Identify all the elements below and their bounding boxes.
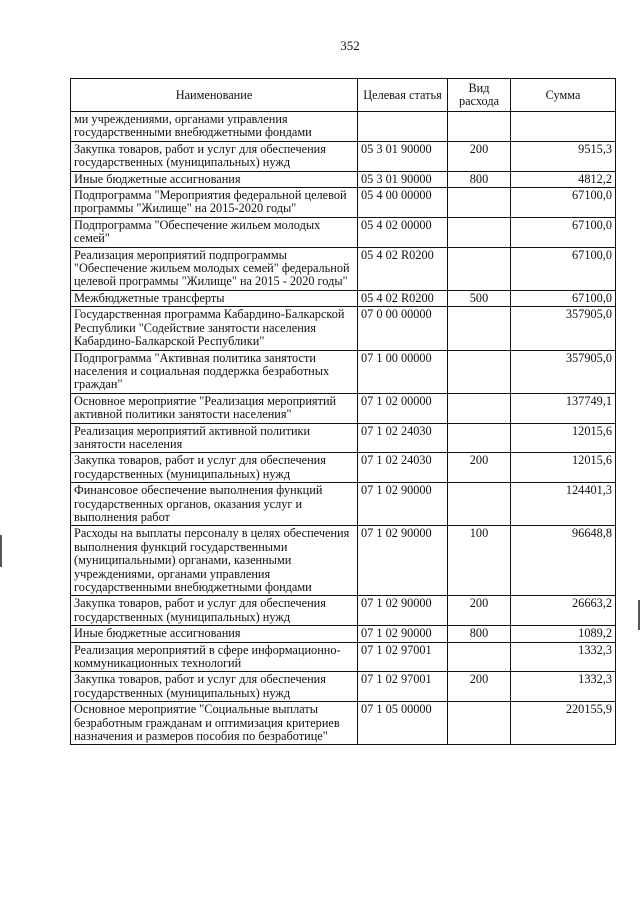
row-name: Подпрограмма "Активная политика занятости населения и социальная поддержка безработных граждан" bbox=[71, 350, 358, 393]
table-row bbox=[71, 350, 616, 393]
row-sum: 9515,3 bbox=[511, 141, 616, 171]
table-row bbox=[71, 188, 616, 218]
table-row bbox=[71, 217, 616, 247]
row-sum: 67100,0 bbox=[511, 188, 616, 218]
header-type: Вид расхода bbox=[448, 79, 511, 112]
row-name: Подпрограмма "Обеспечение жильем молодых семей" bbox=[71, 217, 358, 247]
row-type bbox=[448, 247, 511, 290]
row-sum: 12015,6 bbox=[511, 423, 616, 453]
row-type bbox=[448, 188, 511, 218]
row-code bbox=[358, 112, 448, 142]
row-sum: 1332,3 bbox=[511, 642, 616, 672]
row-name: Закупка товаров, работ и услуг для обеспечения государственных (муниципальных) нужд bbox=[71, 141, 358, 171]
header-name: Наименование bbox=[71, 79, 358, 112]
table-row bbox=[71, 393, 616, 423]
row-sum: 67100,0 bbox=[511, 247, 616, 290]
row-type bbox=[448, 350, 511, 393]
row-name: Закупка товаров, работ и услуг для обеспечения государственных (муниципальных) нужд bbox=[71, 453, 358, 483]
table-row bbox=[71, 423, 616, 453]
table-row bbox=[71, 526, 616, 596]
row-type bbox=[448, 702, 511, 745]
row-code: 07 1 02 90000 bbox=[358, 596, 448, 626]
row-type: 800 bbox=[448, 171, 511, 187]
row-sum: 137749,1 bbox=[511, 393, 616, 423]
row-type bbox=[448, 307, 511, 350]
row-code: 05 4 02 R0200 bbox=[358, 290, 448, 306]
row-sum: 67100,0 bbox=[511, 290, 616, 306]
table-row bbox=[71, 626, 616, 642]
table-row bbox=[71, 483, 616, 526]
row-name: Межбюджетные трансферты bbox=[71, 290, 358, 306]
row-code: 07 1 05 00000 bbox=[358, 702, 448, 745]
row-code: 07 1 02 00000 bbox=[358, 393, 448, 423]
table-row bbox=[71, 453, 616, 483]
table-body bbox=[71, 112, 616, 745]
row-type bbox=[448, 217, 511, 247]
row-sum: 4812,2 bbox=[511, 171, 616, 187]
row-code: 07 1 02 24030 bbox=[358, 423, 448, 453]
row-code: 07 1 02 97001 bbox=[358, 642, 448, 672]
row-name: Закупка товаров, работ и услуг для обеспечения государственных (муниципальных) нужд bbox=[71, 672, 358, 702]
budget-table bbox=[70, 78, 616, 745]
row-name: Реализация мероприятий активной политики занятости населения bbox=[71, 423, 358, 453]
row-name: Расходы на выплаты персоналу в целях обеспечения выполнения функций государственными (муниципальными) органами, казенными учреждениями, органами управления государственными внебюджетными фондами bbox=[71, 526, 358, 596]
row-code: 07 1 02 97001 bbox=[358, 672, 448, 702]
row-type bbox=[448, 483, 511, 526]
row-type bbox=[448, 642, 511, 672]
row-code: 05 4 02 R0200 bbox=[358, 247, 448, 290]
table-row bbox=[71, 672, 616, 702]
page-number: 352 bbox=[340, 38, 360, 53]
row-name: Основное мероприятие "Реализация мероприятий активной политики занятости населения" bbox=[71, 393, 358, 423]
row-name: Государственная программа Кабардино-Балкарской Республики "Содействие занятости населения Кабардино-Балкарской Республики" bbox=[71, 307, 358, 350]
row-type bbox=[448, 393, 511, 423]
row-sum: 12015,6 bbox=[511, 453, 616, 483]
table-row bbox=[71, 290, 616, 306]
table-row bbox=[71, 307, 616, 350]
header-code: Целевая статья bbox=[358, 79, 448, 112]
row-code: 07 1 02 90000 bbox=[358, 483, 448, 526]
row-type bbox=[448, 112, 511, 142]
table-row bbox=[71, 642, 616, 672]
row-sum: 124401,3 bbox=[511, 483, 616, 526]
row-code: 05 3 01 90000 bbox=[358, 171, 448, 187]
scan-edge-mark bbox=[0, 535, 2, 567]
row-name: Закупка товаров, работ и услуг для обеспечения государственных (муниципальных) нужд bbox=[71, 596, 358, 626]
table-row bbox=[71, 247, 616, 290]
row-type: 500 bbox=[448, 290, 511, 306]
row-name: Реализация мероприятий подпрограммы "Обеспечение жильем молодых семей" федеральной целевой программы "Жилище" на 2015 - 2020 годы" bbox=[71, 247, 358, 290]
row-name: Иные бюджетные ассигнования bbox=[71, 626, 358, 642]
row-type: 800 bbox=[448, 626, 511, 642]
table-row bbox=[71, 702, 616, 745]
row-type: 100 bbox=[448, 526, 511, 596]
header-sum: Сумма bbox=[511, 79, 616, 112]
row-code: 07 1 02 90000 bbox=[358, 526, 448, 596]
row-type: 200 bbox=[448, 672, 511, 702]
row-sum: 96648,8 bbox=[511, 526, 616, 596]
row-sum: 26663,2 bbox=[511, 596, 616, 626]
row-name: Основное мероприятие "Социальные выплаты безработным гражданам и оптимизация критериев назначения и размеров пособия по безработице" bbox=[71, 702, 358, 745]
row-code: 05 4 00 00000 bbox=[358, 188, 448, 218]
row-name: Иные бюджетные ассигнования bbox=[71, 171, 358, 187]
row-code: 05 3 01 90000 bbox=[358, 141, 448, 171]
row-name: Финансовое обеспечение выполнения функций государственных органов, оказания услуг и выполнения работ bbox=[71, 483, 358, 526]
row-code: 07 1 02 90000 bbox=[358, 626, 448, 642]
row-sum: 1332,3 bbox=[511, 672, 616, 702]
table-row bbox=[71, 596, 616, 626]
row-code: 07 1 02 24030 bbox=[358, 453, 448, 483]
row-sum: 1089,2 bbox=[511, 626, 616, 642]
row-sum: 357905,0 bbox=[511, 350, 616, 393]
row-type: 200 bbox=[448, 453, 511, 483]
row-sum: 220155,9 bbox=[511, 702, 616, 745]
row-code: 07 1 00 00000 bbox=[358, 350, 448, 393]
row-sum bbox=[511, 112, 616, 142]
row-name: Реализация мероприятий в сфере информационно-коммуникационных технологий bbox=[71, 642, 358, 672]
table-header-row bbox=[71, 79, 616, 112]
row-type: 200 bbox=[448, 596, 511, 626]
table-row bbox=[71, 171, 616, 187]
row-type bbox=[448, 423, 511, 453]
row-sum: 67100,0 bbox=[511, 217, 616, 247]
row-name: Подпрограмма "Мероприятия федеральной целевой программы "Жилище" на 2015-2020 годы" bbox=[71, 188, 358, 218]
table-row bbox=[71, 112, 616, 142]
row-type: 200 bbox=[448, 141, 511, 171]
row-name: ми учреждениями, органами управления государственными внебюджетными фондами bbox=[71, 112, 358, 142]
row-sum: 357905,0 bbox=[511, 307, 616, 350]
row-code: 07 0 00 00000 bbox=[358, 307, 448, 350]
table-row bbox=[71, 141, 616, 171]
row-code: 05 4 02 00000 bbox=[358, 217, 448, 247]
